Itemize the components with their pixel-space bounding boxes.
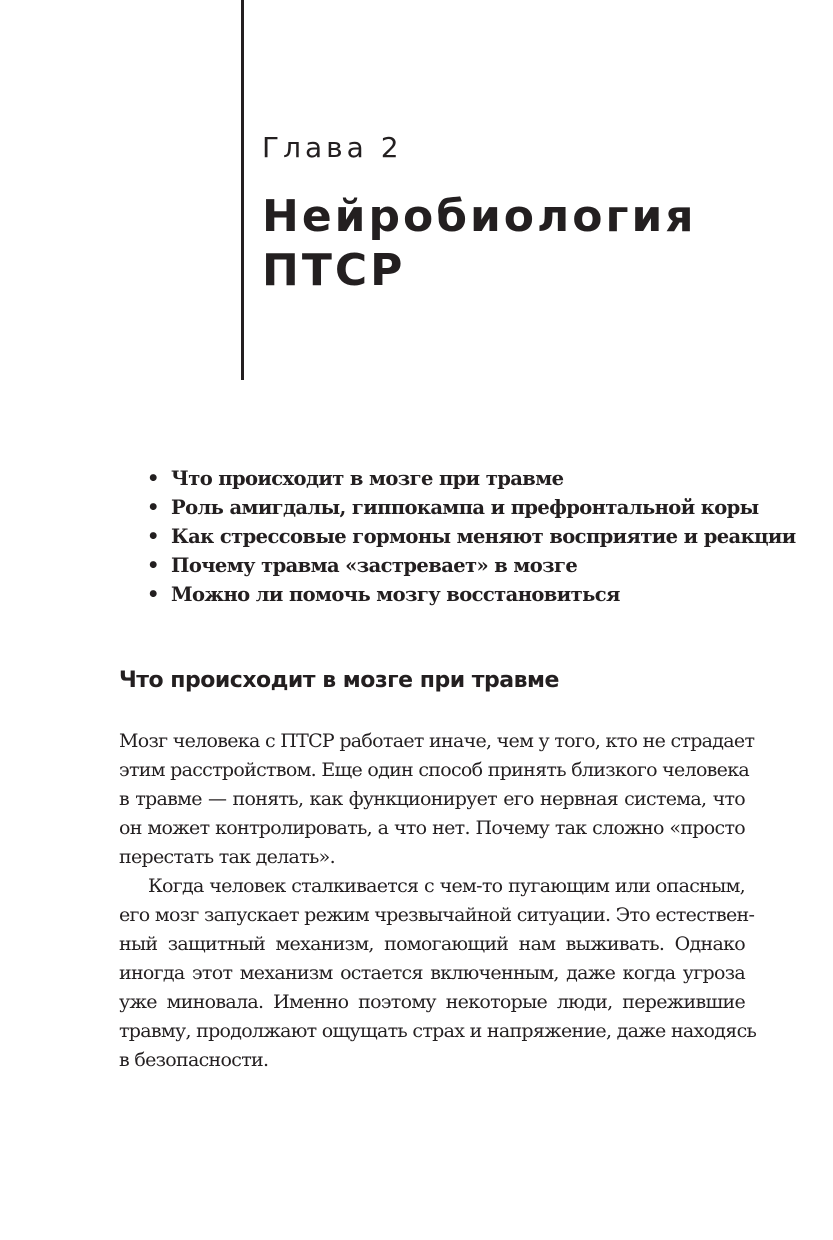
text-line: травму, продолжают ощущать страх и напряжение, даже находясь — [119, 1020, 757, 1042]
text-line: он может контролировать, а что нет. Почему так сложно «просто — [119, 817, 745, 839]
body-text — [119, 727, 757, 1075]
summary-item-text: Как стрессовые гормоны меняют восприятие и реакции — [171, 525, 796, 548]
summary-item — [147, 522, 796, 551]
chapter-title — [262, 190, 822, 298]
bullet-icon: • — [147, 467, 159, 490]
summary-item-text: Роль амигдалы, гиппокампа и префронтальной коры — [171, 496, 759, 519]
text-line: в травме — понять, как функционирует его нервная система, что — [119, 788, 745, 810]
summary-item — [147, 493, 796, 522]
text-line: перестать так делать». — [119, 846, 335, 868]
text-line: ный защитный механизм, помогающий нам выживать. Однако — [119, 933, 745, 955]
summary-item — [147, 464, 796, 493]
text-line: в безопасности. — [119, 1049, 269, 1071]
bullet-icon: • — [147, 554, 159, 577]
text-line: Когда человек сталкивается с чем-то пугающим или опасным, — [148, 875, 745, 897]
chapter-number: Глава 2 — [262, 131, 403, 164]
text-line: этим расстройством. Еще один способ принять близкого человека — [119, 759, 750, 781]
chapter-title-line: Нейробиология — [262, 191, 697, 242]
paragraph — [119, 727, 755, 872]
text-line: иногда этот механизм остается включенным, даже когда угроза — [119, 962, 745, 984]
text-line: его мозг запускает режим чрезвычайной ситуации. Это естествен- — [119, 904, 755, 926]
summary-item-text: Почему травма «застревает» в мозге — [171, 554, 578, 577]
chapter-title-line: ПТСР — [262, 245, 406, 296]
summary-item — [147, 551, 796, 580]
summary-item-text: Можно ли помочь мозгу восстановиться — [171, 583, 620, 606]
chapter-summary-list — [147, 464, 796, 609]
bullet-icon: • — [147, 583, 159, 606]
summary-item — [147, 580, 796, 609]
text-line: Мозг человека с ПТСР работает иначе, чем у того, кто не страдает — [119, 730, 755, 752]
section-heading: Что происходит в мозге при травме — [119, 668, 559, 693]
paragraph — [119, 872, 757, 1075]
text-line: уже миновала. Именно поэтому некоторые люди, пережившие — [119, 991, 745, 1013]
bullet-icon: • — [147, 496, 159, 519]
bullet-icon: • — [147, 525, 159, 548]
summary-item-text: Что происходит в мозге при травме — [171, 467, 564, 490]
chapter-vertical-rule — [241, 0, 244, 380]
